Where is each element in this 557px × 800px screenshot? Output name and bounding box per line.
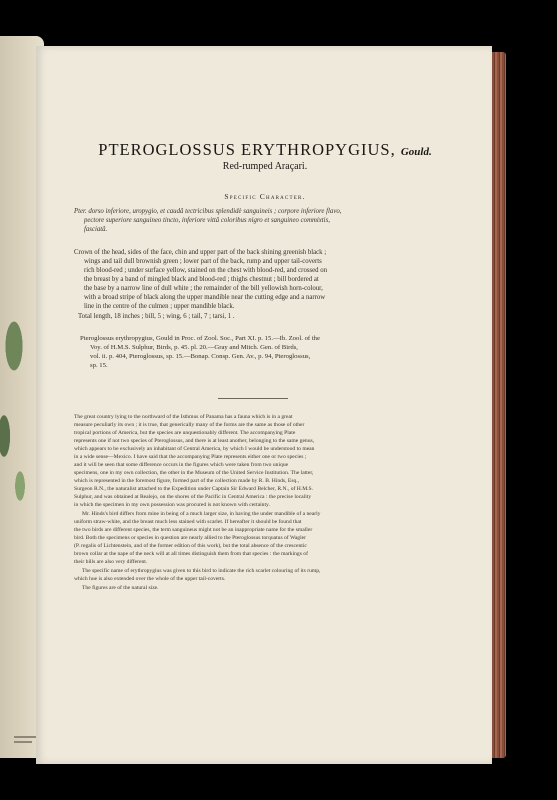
description-line: the breast by a band of mingled black and blood-red ; thighs chestnut ; bill bordered at xyxy=(84,276,319,283)
body-text-line: their bills are also very different. xyxy=(74,559,148,565)
body-text-line: The figures are of the natural size. xyxy=(82,585,159,591)
plate-caption-mark xyxy=(14,736,38,738)
reference-line: sp. 15. xyxy=(90,362,108,369)
body-text-line: measure peculiarly its own ; it is true, that generically many of the forms are the same as those of other xyxy=(74,422,305,428)
body-text-line: (P. regalis of Lichtenstein, and of the former edition of this work), but the total absence of the crescentic xyxy=(74,543,307,549)
body-text-line: brown collar at the nape of the neck will at all times distinguish them from that species : the markings of xyxy=(74,551,308,557)
plate-caption-mark xyxy=(14,741,32,743)
body-text-line: which is represented in the foremost figure, formed part of the collection made by R. B. Hinds, Esq., xyxy=(74,478,300,484)
reference-line: Pteroglossus erythropygius, Gould in Proc. of Zool. Soc., Part XI. p. 15.—Ib. Zool. of the xyxy=(80,335,320,342)
body-text-line: Surgeon R.N., the naturalist attached to the Expedition under Captain Sir Edward Belcher, R.N., of H.M.S. xyxy=(74,486,314,492)
latin-line: fasciatâ. xyxy=(84,226,108,233)
description-line: Crown of the head, sides of the face, chin and upper part of the back shining greenish black ; xyxy=(74,249,327,256)
title-author: Gould. xyxy=(400,146,432,158)
body-text-line: The specific name of erythropygius was given to this bird to indicate the rich scarlet colouring of its rump, xyxy=(82,568,321,574)
page-stack-edge xyxy=(492,52,506,758)
body-text-line: and it will be seen that some difference occurs in the figures which were taken from two unique xyxy=(74,462,289,468)
description-line: with a broad stripe of black along the upper mandible near the cutting edge and a narrow xyxy=(84,294,326,301)
common-name: Red-rumped Araçari. xyxy=(222,161,308,172)
description-line: rich blood-red ; under surface yellow, stained on the chest with blood-red, and crossed on xyxy=(84,267,328,274)
latin-line: Pter. dorso inferiore, uropygio, et caudâ tectricibus splendidè sanguineis ; corpore inferiore flavo, xyxy=(74,208,342,215)
description-line: wings and tail dull brownish green ; lower part of the back, rump and upper tail-coverts xyxy=(84,258,322,265)
body-text-line: represents one if not two species of Pteroglossus, and there is at least another, belonging to the same genus, xyxy=(74,438,315,444)
plate-illustration xyxy=(0,286,34,526)
body-text-line: which appears to be exclusively an inhabitant of Central America, by which I would be understood to mean xyxy=(74,446,315,452)
body-text-line: in which the specimen in my own possession was procured is not known with certainty. xyxy=(74,502,270,508)
reference-line: Voy. of H.M.S. Sulphur, Birds, p. 45. pl. 20.—Gray and Mitch. Gen. of Birds, xyxy=(90,344,298,351)
body-text-line: Mr. Hinds's bird differs from mine in being of a much larger size, in having the under mandible of a nearly xyxy=(82,511,321,517)
body-text-line: The great country lying to the northward of the Isthmus of Panama has a fauna which is in a great xyxy=(74,414,293,420)
latin-line: pectore superiore sanguineo tincto, inferiore vittâ coloribus nigro et sanguineo commixtis, xyxy=(84,217,330,224)
description-line: the base by a narrow line of dull white ; the remainder of the bill yellowish horn-colour, xyxy=(84,285,323,292)
description-line: line in the centre of the culmen ; upper mandible black. xyxy=(84,303,235,310)
body-text-line: which hue is also extended over the whole of the upper tail-coverts. xyxy=(74,576,226,582)
body-text-line: Sulphur, and was obtained at Realejo, on the shores of the Pacific in Central America : the precise locality xyxy=(74,494,312,500)
title-name: PTEROGLOSSUS ERYTHROPYGIUS, xyxy=(98,140,396,159)
body-text-line: uniform straw-white, and the breast much less stained with scarlet. If hereafter it should be found that xyxy=(74,519,302,525)
section-heading: Specific Character. xyxy=(224,192,306,201)
reference-line: vol. ii. p. 404, Pteroglossus, sp. 15.—Bonap. Consp. Gen. Av., p. 94, Pteroglossus, xyxy=(90,353,311,360)
section-divider xyxy=(218,398,288,399)
body-text-line: the two birds are different species, the term sanguineus might not be an inappropriate name for the smaller xyxy=(74,527,313,533)
species-title xyxy=(60,140,470,160)
description-line: Total length, 18 inches ; bill, 5 ; wing, 6 ; tail, 7 ; tarsi, 1 . xyxy=(78,313,235,320)
body-text-line: in a wide sense—Mexico. I have said that the accompanying Plate represents either one or two species ; xyxy=(74,454,307,460)
body-text-line: specimens, one in my own collection, the other in the Museum of the United Service Institution. The latter, xyxy=(74,470,314,476)
body-text-line: tropical portions of America, but the species are unquestionably different. The accompanying Plate xyxy=(74,430,296,436)
body-text-line: bird. Both the specimens or species in question are nearly allied to the Pteroglossus torquatus of Wagler xyxy=(74,535,307,541)
